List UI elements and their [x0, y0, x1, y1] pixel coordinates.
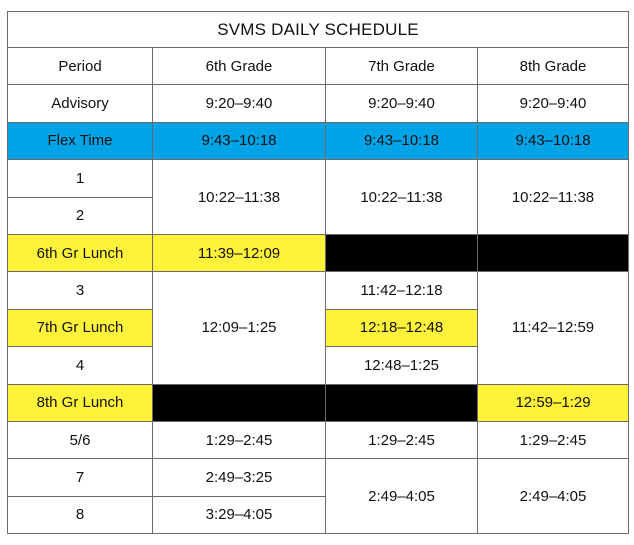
time-7th-period-4: 12:48–1:25 [326, 347, 478, 384]
period-8th-lunch: 8th Gr Lunch [8, 384, 153, 421]
period-8: 8 [8, 496, 153, 533]
time-7th-advisory: 9:20–9:40 [326, 85, 478, 122]
time-7th-periods-1-2: 10:22–11:38 [326, 160, 478, 235]
time-8th-periods-1-2: 10:22–11:38 [478, 160, 629, 235]
time-8th-flex: 9:43–10:18 [478, 122, 629, 159]
time-7th-periods-7-8: 2:49–4:05 [326, 459, 478, 534]
period-advisory: Advisory [8, 85, 153, 122]
row-advisory [8, 85, 629, 122]
period-7th-lunch: 7th Gr Lunch [8, 309, 153, 346]
blocked-6th-during-8th-lunch [153, 384, 326, 421]
time-6th-lunch: 11:39–12:09 [153, 234, 326, 271]
blocked-8th-during-6th-lunch [478, 234, 629, 271]
time-8th-lunch: 12:59–1:29 [478, 384, 629, 421]
header-7th-grade: 7th Grade [326, 48, 478, 85]
period-3: 3 [8, 272, 153, 309]
schedule-table [7, 11, 629, 534]
time-6th-period-5-6: 1:29–2:45 [153, 421, 326, 458]
period-1: 1 [8, 160, 153, 197]
row-period-7 [8, 459, 629, 496]
time-6th-periods-1-2: 10:22–11:38 [153, 160, 326, 235]
time-6th-advisory: 9:20–9:40 [153, 85, 326, 122]
row-period-3 [8, 272, 629, 309]
row-period-1 [8, 160, 629, 197]
time-7th-flex: 9:43–10:18 [326, 122, 478, 159]
row-8th-lunch [8, 384, 629, 421]
time-6th-period-8: 3:29–4:05 [153, 496, 326, 533]
time-8th-period-5-6: 1:29–2:45 [478, 421, 629, 458]
schedule-title: SVMS DAILY SCHEDULE [8, 12, 629, 48]
period-6th-lunch: 6th Gr Lunch [8, 234, 153, 271]
row-flex-time [8, 122, 629, 159]
time-6th-periods-3-4: 12:09–1:25 [153, 272, 326, 384]
header-period: Period [8, 48, 153, 85]
time-7th-period-3: 11:42–12:18 [326, 272, 478, 309]
header-row [8, 48, 629, 85]
row-6th-lunch [8, 234, 629, 271]
period-5-6: 5/6 [8, 421, 153, 458]
time-6th-period-7: 2:49–3:25 [153, 459, 326, 496]
row-period-5-6 [8, 421, 629, 458]
blocked-7th-during-6th-lunch [326, 234, 478, 271]
blocked-7th-during-8th-lunch [326, 384, 478, 421]
header-8th-grade: 8th Grade [478, 48, 629, 85]
time-7th-lunch: 12:18–12:48 [326, 309, 478, 346]
time-8th-periods-7-8: 2:49–4:05 [478, 459, 629, 534]
period-7: 7 [8, 459, 153, 496]
title-row [8, 12, 629, 48]
time-8th-advisory: 9:20–9:40 [478, 85, 629, 122]
period-4: 4 [8, 347, 153, 384]
time-8th-periods-3-4: 11:42–12:59 [478, 272, 629, 384]
period-2: 2 [8, 197, 153, 234]
schedule-container [7, 11, 628, 534]
period-flex-time: Flex Time [8, 122, 153, 159]
time-7th-period-5-6: 1:29–2:45 [326, 421, 478, 458]
header-6th-grade: 6th Grade [153, 48, 326, 85]
time-6th-flex: 9:43–10:18 [153, 122, 326, 159]
